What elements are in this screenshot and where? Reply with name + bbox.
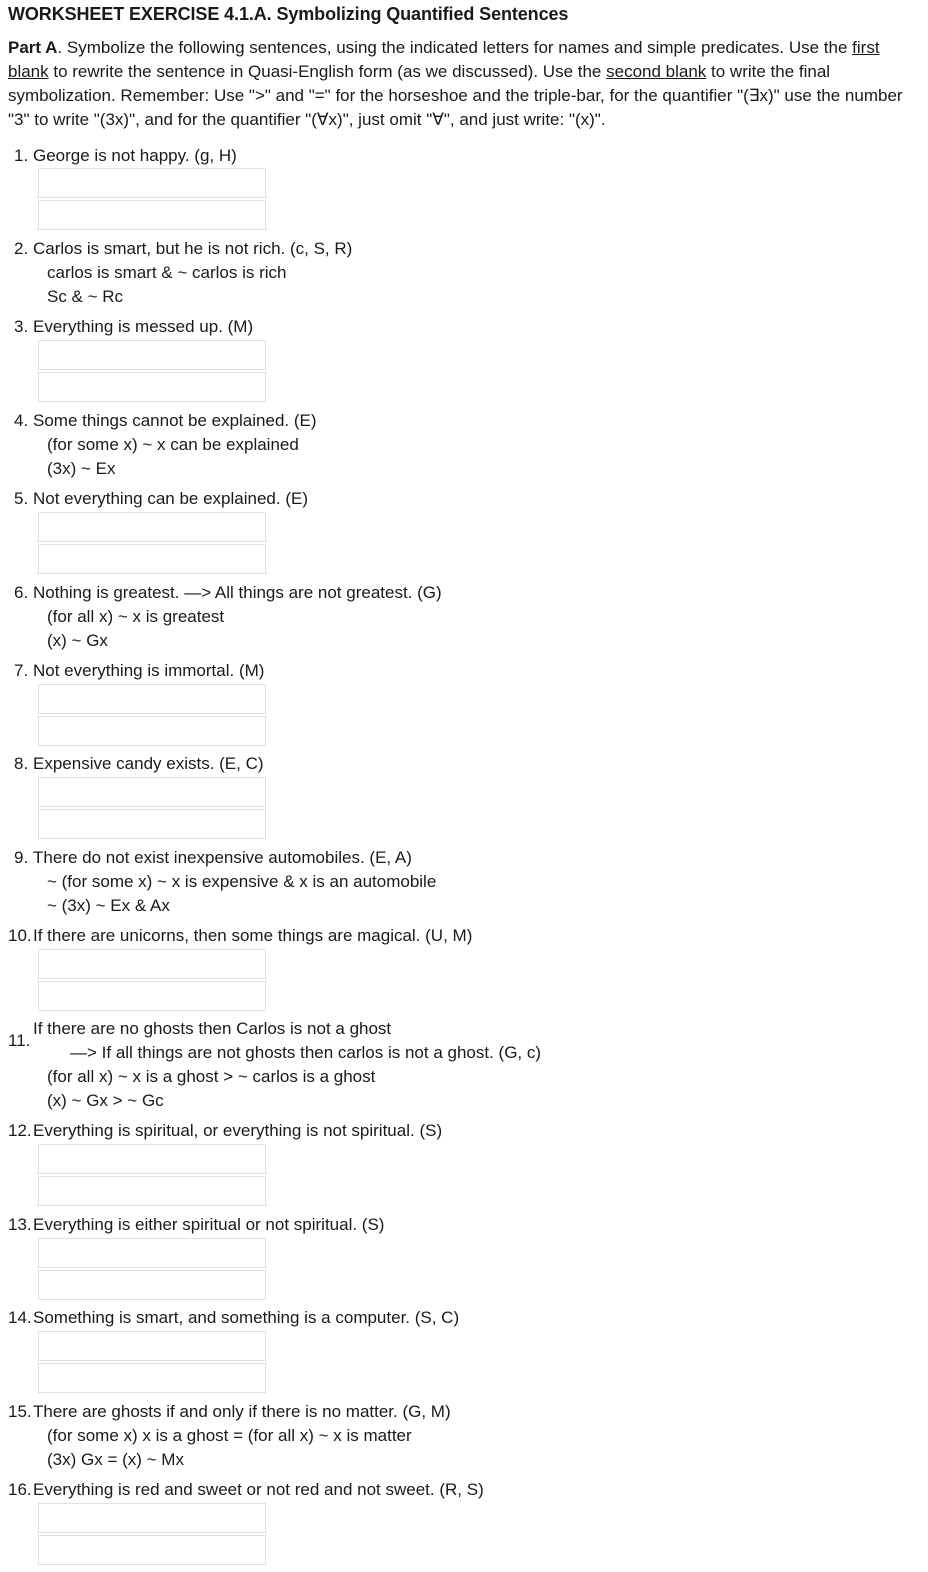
quasi-english-answer: (for some x) x is a ghost = (for all x) ~ x is matter [47,1426,412,1445]
symbolization-answer: ~ (3x) ~ Ex & Ax [47,896,170,915]
question-text: There do not exist inexpensive automobiles. (E, A) [33,848,412,867]
question-text: Not everything is immortal. (M) [33,661,265,680]
question-text: Nothing is greatest. —> All things are not greatest. (G) [33,583,442,602]
question-number: 8. [14,754,29,773]
instructions-text-2: to rewrite the sentence in Quasi-English form (as we discussed). Use the [48,62,607,81]
symbolization-answer: (x) ~ Gx > ~ Gc [47,1091,164,1110]
question-text: There are ghosts if and only if there is no matter. (G, M) [33,1402,451,1421]
question-number: 14. [8,1308,32,1327]
instructions-text-1: . Symbolize the following sentences, using the indicated letters for names and simple predicates. Use the [57,38,853,57]
question-number: 16. [8,1480,32,1499]
symbolization-answer: (3x) ~ Ex [47,459,116,478]
symbolization-blank[interactable] [38,1535,266,1565]
question-text: If there are no ghosts then Carlos is not a ghost [33,1019,392,1038]
quasi-english-blank[interactable] [38,949,266,979]
second-blank-term: second blank [606,62,707,81]
question-number: 15. [8,1402,32,1421]
symbolization-blank[interactable] [38,372,266,402]
quasi-english-blank[interactable] [38,777,266,807]
quasi-english-answer: (for all x) ~ x is greatest [47,607,225,626]
symbolization-blank[interactable] [38,716,266,746]
symbolization-answer: Sc & ~ Rc [47,287,124,306]
part-label: Part A [8,38,58,57]
quasi-english-blank[interactable] [38,1144,266,1174]
question-number: 3. [14,317,29,336]
symbolization-blank[interactable] [38,1270,266,1300]
first-blank-term: first blank [8,38,880,81]
question-text: Something is smart, and something is a computer. (S, C) [33,1308,460,1327]
symbolization-blank[interactable] [38,809,266,839]
symbolization-answer: (3x) Gx = (x) ~ Mx [47,1450,184,1469]
quasi-english-blank[interactable] [38,340,266,370]
question-text: Expensive candy exists. (E, C) [33,754,264,773]
question-text: Everything is messed up. (M) [33,317,254,336]
worksheet-title: WORKSHEET EXERCISE 4.1.A. Symbolizing Quantified Sentences [8,4,569,24]
symbolization-blank[interactable] [38,200,266,230]
quasi-english-answer: (for some x) ~ x can be explained [47,435,299,454]
question-number: 2. [14,239,29,258]
question-number: 4. [14,411,29,430]
quasi-english-blank[interactable] [38,512,266,542]
instructions [8,36,920,132]
question-text: Everything is spiritual, or everything is not spiritual. (S) [33,1121,443,1140]
question-text: George is not happy. (g, H) [33,146,237,165]
question-text: If there are unicorns, then some things are magical. (U, M) [33,926,473,945]
symbolization-answer: (x) ~ Gx [47,631,108,650]
quasi-english-answer: carlos is smart & ~ carlos is rich [47,263,287,282]
question-number: 9. [14,848,29,867]
quasi-english-blank[interactable] [38,684,266,714]
quasi-english-answer: ~ (for some x) ~ x is expensive & x is an automobile [47,872,437,891]
question-text: Everything is either spiritual or not spiritual. (S) [33,1215,385,1234]
question-number: 13. [8,1215,32,1234]
question-number: 11. [8,1031,31,1050]
question-number: 1. [14,146,29,165]
symbolization-blank[interactable] [38,544,266,574]
quasi-english-blank[interactable] [38,1503,266,1533]
symbolization-blank[interactable] [38,1363,266,1393]
quasi-english-blank[interactable] [38,1331,266,1361]
quasi-english-answer: (for all x) ~ x is a ghost > ~ carlos is a ghost [47,1067,376,1086]
question-number: 12. [8,1121,32,1140]
instructions-text-3: to write the final symbolization. Remember: Use ">" and "=" for the horseshoe and the triple-bar, for the quantifier "(∃x)" use the number "3" to write "(3x)", and for the quantifier "(∀x)", just omit "∀", and just write: "(x)". [8,62,903,129]
question-number: 6. [14,583,29,602]
symbolization-blank[interactable] [38,981,266,1011]
quasi-english-blank[interactable] [38,168,266,198]
question-number: 5. [14,489,29,508]
question-text: Everything is red and sweet or not red and not sweet. (R, S) [33,1480,484,1499]
question-text: Some things cannot be explained. (E) [33,411,317,430]
question-text: Carlos is smart, but he is not rich. (c, S, R) [33,239,353,258]
quasi-english-blank[interactable] [38,1238,266,1268]
question-restatement: —> If all things are not ghosts then carlos is not a ghost. (G, c) [70,1043,542,1062]
symbolization-blank[interactable] [38,1176,266,1206]
question-number: 7. [14,661,29,680]
question-text: Not everything can be explained. (E) [33,489,308,508]
question-number: 10. [8,926,32,945]
